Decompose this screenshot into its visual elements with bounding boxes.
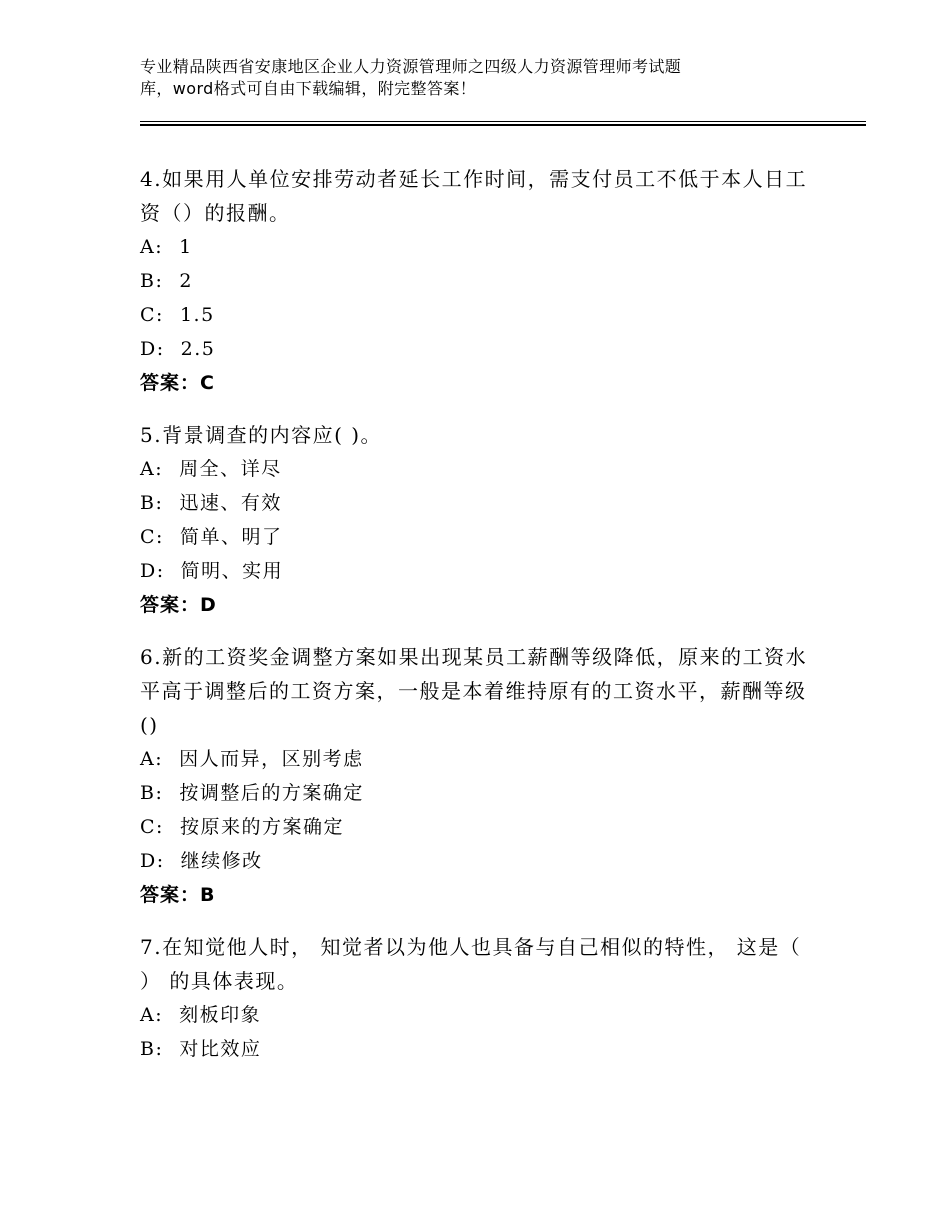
option-text: 按调整后的方案确定 [179, 782, 364, 804]
option-letter: B: [140, 492, 164, 514]
option-c [140, 810, 820, 844]
document-header [140, 56, 780, 100]
option-b [140, 1032, 820, 1066]
option-letter: D: [140, 850, 165, 872]
option-text: 简明、实用 [180, 560, 284, 582]
option-a [140, 452, 820, 486]
option-letter: B: [140, 1038, 164, 1060]
option-a [140, 998, 820, 1032]
option-text: 继续修改 [180, 850, 263, 872]
question-5 [140, 418, 820, 622]
option-text: 1.5 [179, 304, 215, 326]
header-title-line-2: 库，word格式可自由下载编辑，附完整答案！ [140, 79, 477, 98]
option-text: 因人而异，区别考虑 [179, 748, 364, 770]
option-letter: D: [140, 338, 165, 360]
option-b [140, 776, 820, 810]
option-text: 1 [179, 236, 193, 258]
option-letter: A: [140, 1004, 164, 1026]
option-letter: B: [140, 270, 164, 292]
option-letter: C: [140, 816, 164, 838]
option-d [140, 844, 820, 878]
option-text: 迅速、有效 [179, 492, 282, 514]
question-text: 7.在知觉他人时， 知觉者以为他人也具备与自己相似的特性， 这是（ ） 的具体表现。 [140, 935, 802, 993]
option-letter: C: [140, 526, 164, 548]
question-text: 5.背景调查的内容应( )。 [140, 423, 383, 447]
header-title-line-1: 专业精品陕西省安康地区企业人力资源管理师之四级人力资源管理师考试题 [140, 57, 682, 76]
option-text: 2.5 [180, 338, 216, 360]
answer-label: 答案：B [140, 884, 216, 906]
header-divider-thick [140, 124, 866, 126]
option-text: 周全、详尽 [179, 458, 282, 480]
option-text: 2 [179, 270, 193, 292]
option-text: 简单、明了 [179, 526, 283, 548]
question-text: 6.新的工资奖金调整方案如果出现某员工薪酬等级降低，原来的工资水平高于调整后的工资方案，一般是本着维持原有的工资水平，薪酬等级() [140, 645, 808, 737]
answer-label: 答案：C [140, 372, 215, 394]
question-7 [140, 930, 820, 1066]
option-letter: D: [140, 560, 165, 582]
option-letter: C: [140, 304, 164, 326]
option-a [140, 742, 820, 776]
option-letter: A: [140, 458, 164, 480]
question-list [140, 162, 820, 1084]
option-d [140, 554, 820, 588]
option-c [140, 520, 820, 554]
question-6 [140, 640, 820, 912]
option-letter: A: [140, 236, 164, 258]
option-letter: A: [140, 748, 164, 770]
question-text: 4.如果用人单位安排劳动者延长工作时间，需支付员工不低于本人日工资（）的报酬。 [140, 167, 808, 225]
option-d [140, 332, 820, 366]
header-divider-thin [140, 121, 866, 122]
option-text: 刻板印象 [179, 1004, 262, 1026]
option-b [140, 486, 820, 520]
option-c [140, 298, 820, 332]
option-text: 对比效应 [179, 1038, 262, 1060]
option-letter: B: [140, 782, 164, 804]
question-4 [140, 162, 820, 400]
answer-label: 答案：D [140, 594, 217, 616]
option-a [140, 230, 820, 264]
option-text: 按原来的方案确定 [179, 816, 344, 838]
option-b [140, 264, 820, 298]
